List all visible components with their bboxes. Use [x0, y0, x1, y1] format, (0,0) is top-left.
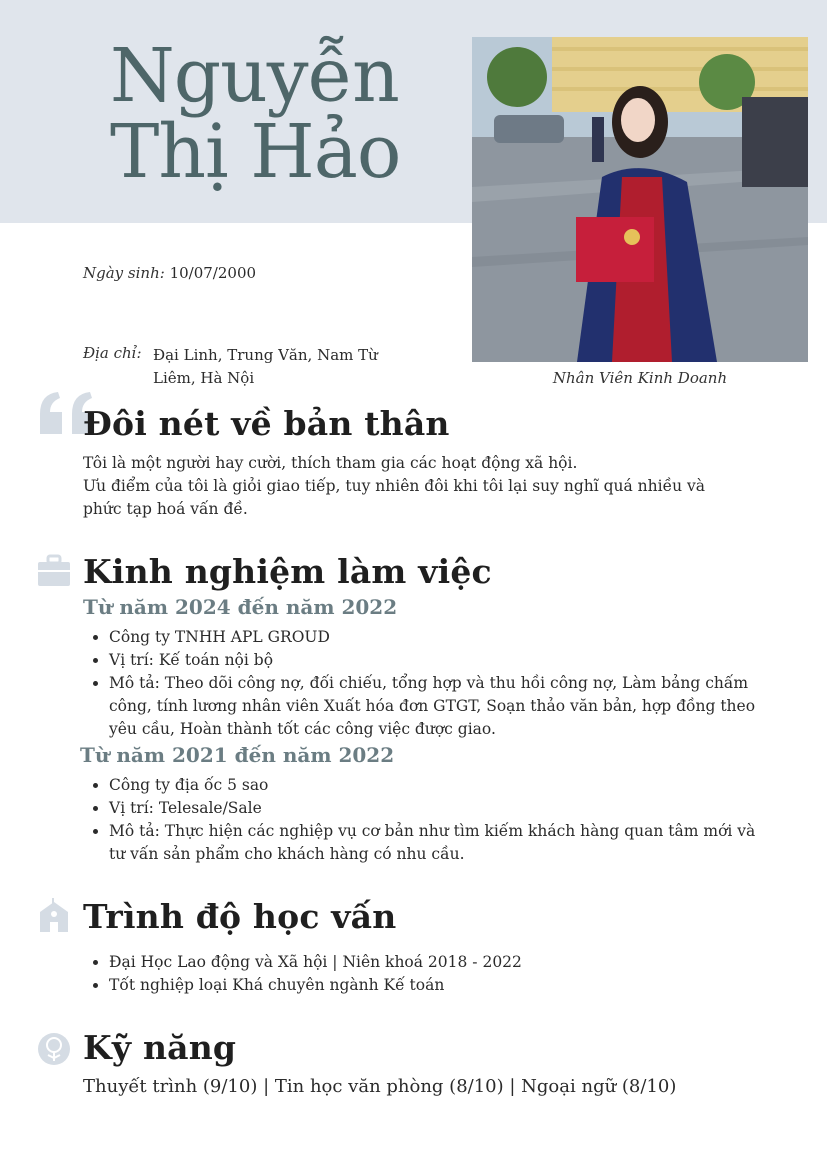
job-1-period: Từ năm 2024 đến năm 2022: [83, 595, 398, 619]
education-heading: Trình độ học vấn: [83, 897, 397, 936]
full-name: [110, 33, 450, 195]
job-1-details: [83, 626, 769, 741]
school-icon: [36, 898, 72, 934]
job-1-company: • Công ty TNHH APL GROUD: [109, 626, 769, 649]
job-2-role: • Vị trí: Telesale/Sale: [109, 797, 769, 820]
name-line-1: Nguyễn: [110, 33, 399, 119]
job-2-details: [83, 774, 769, 866]
profile-photo: [472, 37, 808, 362]
job-1-role: • Vị trí: Kế toán nội bộ: [109, 649, 769, 672]
job-title-caption: Nhân Viên Kinh Doanh: [552, 369, 728, 387]
skills-heading: Kỹ năng: [83, 1028, 237, 1067]
job-1-description: • Mô tả: Theo dõi công nợ, đối chiếu, tổng hợp và thu hồi công nợ, Làm bảng chấm công, tính lương nhân viên Xuất hóa đơn GTGT, Soạn thảo văn bản, hợp đồng theo yêu cầu, Hoàn thành tốt các công việc được giao.: [109, 672, 769, 741]
briefcase-icon: [36, 553, 72, 589]
about-heading: Đôi nét về bản thân: [83, 404, 450, 443]
job-2-period: Từ năm 2021 đến năm 2022: [80, 743, 395, 767]
name-line-2: Thị Hảo: [110, 109, 401, 195]
education-item-degree: • Tốt nghiệp loại Khá chuyên ngành Kế toán: [109, 974, 769, 997]
address-value: Đại Linh, Trung Văn, Nam Từ Liêm, Hà Nội: [153, 346, 378, 387]
profile-photo-illustration: [472, 37, 808, 362]
dob-label: Ngày sinh:: [83, 264, 165, 282]
address-label: Địa chỉ:: [83, 344, 142, 362]
job-2-description: • Mô tả: Thực hiện các nghiệp vụ cơ bản như tìm kiếm khách hàng quan tâm mới và tư vấn sản phẩm cho khách hàng có nhu cầu.: [109, 820, 769, 866]
dob-value: 10/07/2000: [169, 264, 257, 282]
experience-heading: Kinh nghiệm làm việc: [83, 552, 492, 591]
dob-row: [83, 264, 256, 282]
address-row: [83, 344, 393, 390]
about-line-1: Tôi là một người hay cười, thích tham gia các hoạt động xã hội.: [83, 454, 578, 472]
skills-text: Thuyết trình (9/10) | Tin học văn phòng (8/10) | Ngoại ngữ (8/10): [83, 1076, 677, 1097]
about-line-2: Ưu điểm của tôi là giỏi giao tiếp, tuy nhiên đôi khi tôi lại suy nghĩ quá nhiều và phức tạp hoá vấn đề.: [83, 477, 706, 518]
education-list: [83, 951, 769, 997]
job-2-company: • Công ty địa ốc 5 sao: [109, 774, 769, 797]
tree-icon: [36, 1031, 72, 1067]
education-item-university: • Đại Học Lao động và Xã hội | Niên khoá 2018 - 2022: [109, 951, 769, 974]
